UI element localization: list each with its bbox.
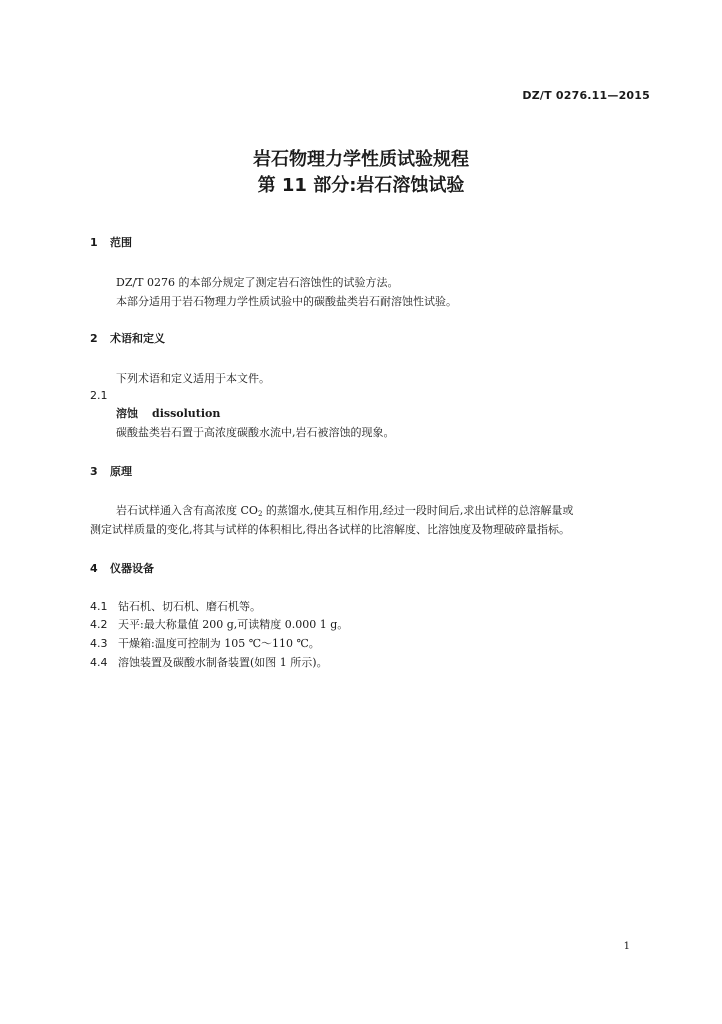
section-1-paragraph-2: 本部分适用于岩石物理力学性质试验中的碳酸盐类岩石耐溶蚀性试验。 [116,295,457,308]
section-title: 仪器设备 [110,562,154,575]
page-number: 1 [623,941,630,952]
list-item [90,656,328,670]
item-text: 溶蚀装置及碳酸水制备装置(如图 1 所示)。 [118,656,328,669]
section-2-heading [90,332,165,346]
item-text: 钻石机、切石机、磨石机等。 [118,600,261,613]
section-3-paragraph-1 [116,504,573,521]
term-chinese: 溶蚀 [116,407,138,420]
document-title: 岩石物理力学性质试验规程 [253,149,469,170]
section-number: 1 [90,236,98,249]
subscript: 2 [257,510,263,518]
section-3-heading [90,465,132,479]
section-1-heading [90,236,132,250]
term-number: 2.1 [90,389,108,402]
list-item [90,637,320,651]
section-title: 原理 [110,465,132,478]
item-number: 4.4 [90,656,108,669]
section-title: 术语和定义 [110,332,165,345]
section-3-paragraph-2: 测定试样质量的变化,将其与试样的体积相比,得出各试样的比溶解度、比溶蚀度及物理破碎量指标。 [90,523,570,536]
item-text: 干燥箱:温度可控制为 105 ℃～110 ℃。 [118,637,320,650]
term-english: dissolution [152,407,221,420]
item-number: 4.3 [90,637,108,650]
list-item [90,618,348,632]
item-number: 4.2 [90,618,108,631]
text-fragment: 的蒸馏水,使其互相作用,经过一段时间后,求出试样的总溶解量或 [262,504,574,517]
item-text: 天平:最大称量值 200 g,可读精度 0.000 1 g。 [118,618,349,631]
term-name [116,407,220,421]
section-2-paragraph-1: 下列术语和定义适用于本文件。 [116,372,270,385]
item-number: 4.1 [90,600,108,613]
term-definition: 碳酸盐类岩石置于高浓度碳酸水流中,岩石被溶蚀的现象。 [116,426,395,439]
section-title: 范围 [110,236,132,249]
text-fragment: 岩石试样通入含有高浓度 CO [116,504,258,517]
section-number: 2 [90,332,98,345]
list-item [90,600,261,614]
section-4-heading [90,562,154,576]
document-subtitle: 第 11 部分:岩石溶蚀试验 [257,175,465,196]
section-number: 4 [90,562,98,575]
section-number: 3 [90,465,98,478]
standard-code: DZ/T 0276.11—2015 [522,89,650,102]
section-1-paragraph-1: DZ/T 0276 的本部分规定了测定岩石溶蚀性的试验方法。 [116,276,399,289]
